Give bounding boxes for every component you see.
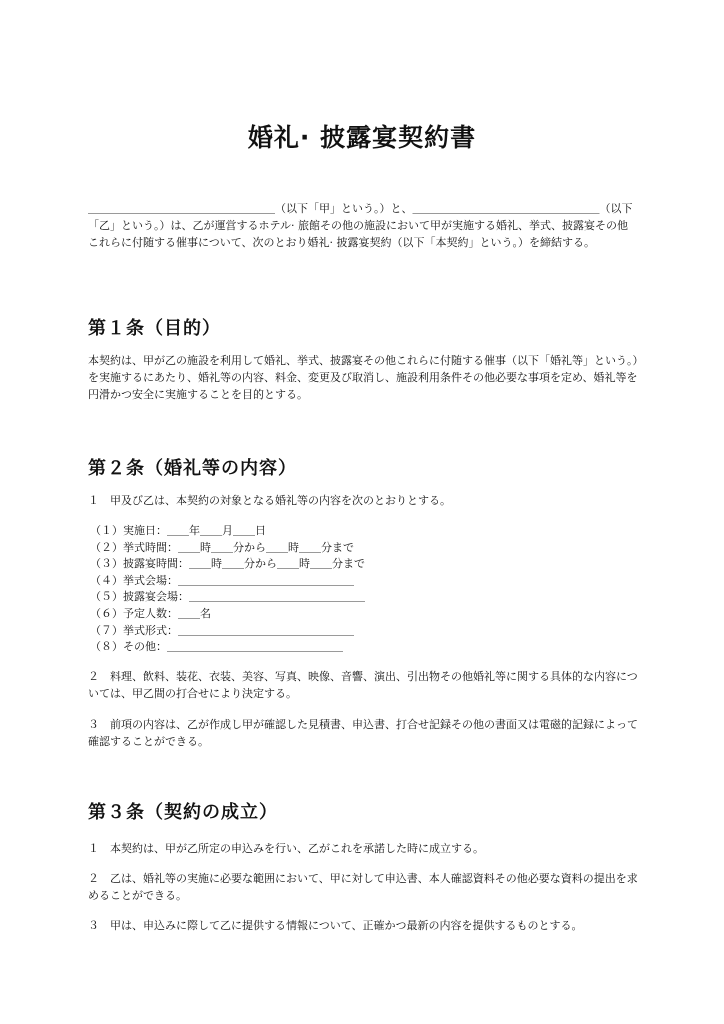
article-3-heading: 第３条（契約の成立） bbox=[88, 802, 278, 823]
event-details-list bbox=[90, 523, 630, 656]
article-3-paragraph-1: １ 本契約は、甲が乙所定の申込みを行い、乙がこれを承諾した時に成立する。 bbox=[88, 842, 484, 855]
article-3-paragraph-3: ３ 甲は、申込みに際して乙に提供する情報について、正確かつ最新の内容を提供するものとする。 bbox=[88, 919, 583, 932]
list-item-reception-time: （３）披露宴時間：＿＿時＿＿分から＿＿時＿＿分まで bbox=[90, 557, 365, 571]
document-title: 婚礼· 披露宴契約書 bbox=[247, 123, 477, 152]
list-item-date: （１）実施日：＿＿年＿＿月＿＿日 bbox=[90, 524, 266, 537]
intro-paragraph: ＿＿＿＿＿＿＿＿＿＿＿＿＿＿＿＿＿（以下「甲」という。）と、＿＿＿＿＿＿＿＿＿＿＿＿＿＿＿＿＿（以下「乙」という。）は、乙が運営するホテル· 旅館その他の施設において甲が実施する婚礼、挙式、披露宴その他これらに付随する催事について、次のとおり婚礼· 披露宴契約（以下「本契約」という。）を締結する。 bbox=[88, 202, 633, 249]
article-2-heading: 第２条（婚礼等の内容） bbox=[88, 458, 297, 479]
article-2-paragraph-2: ２ 料理、飲料、装花、衣装、美容、写真、映像、音響、演出、引出物その他婚礼等に関する具体的な内容については、甲乙間の打合せにより決定する。 bbox=[88, 670, 638, 700]
list-item-guest-count: （６）予定人数：＿＿名 bbox=[90, 606, 211, 620]
article-1-body: 本契約は、甲が乙の施設を利用して婚礼、挙式、披露宴その他これらに付随する催事（以下「婚礼等」という。）を実施するにあたり、婚礼等の内容、料金、変更及び取消し、施設利用条件その他必要な事項を定め、婚礼等を円滑かつ安全に実施することを目的とする。 bbox=[88, 354, 638, 401]
article-3-paragraph-2: ２ 乙は、婚礼等の実施に必要な範囲において、甲に対して申込書、本人確認資料その他必要な資料の提出を求めることができる。 bbox=[88, 872, 638, 902]
article-2-paragraph-3: ３ 前項の内容は、乙が作成し甲が確認した見積書、申込書、打合せ記録その他の書面又は電磁的記録によって確認することができる。 bbox=[88, 718, 638, 748]
article-2-paragraph-1: １ 甲及び乙は、本契約の対象となる婚礼等の内容を次のとおりとする。 bbox=[88, 494, 451, 507]
article-1-heading: 第１条（目的） bbox=[88, 318, 221, 339]
list-item-reception-venue: （５）披露宴会場：＿＿＿＿＿＿＿＿＿＿＿＿＿＿＿＿ bbox=[90, 590, 365, 604]
list-item-ceremony-time: （２）挙式時間：＿＿時＿＿分から＿＿時＿＿分まで bbox=[90, 540, 354, 554]
list-item-ceremony-venue: （４）挙式会場：＿＿＿＿＿＿＿＿＿＿＿＿＿＿＿＿ bbox=[90, 573, 354, 587]
list-item-ceremony-style: （７）挙式形式：＿＿＿＿＿＿＿＿＿＿＿＿＿＿＿＿ bbox=[90, 623, 354, 637]
list-item-other: （８）その他：＿＿＿＿＿＿＿＿＿＿＿＿＿＿＿＿ bbox=[90, 640, 343, 654]
